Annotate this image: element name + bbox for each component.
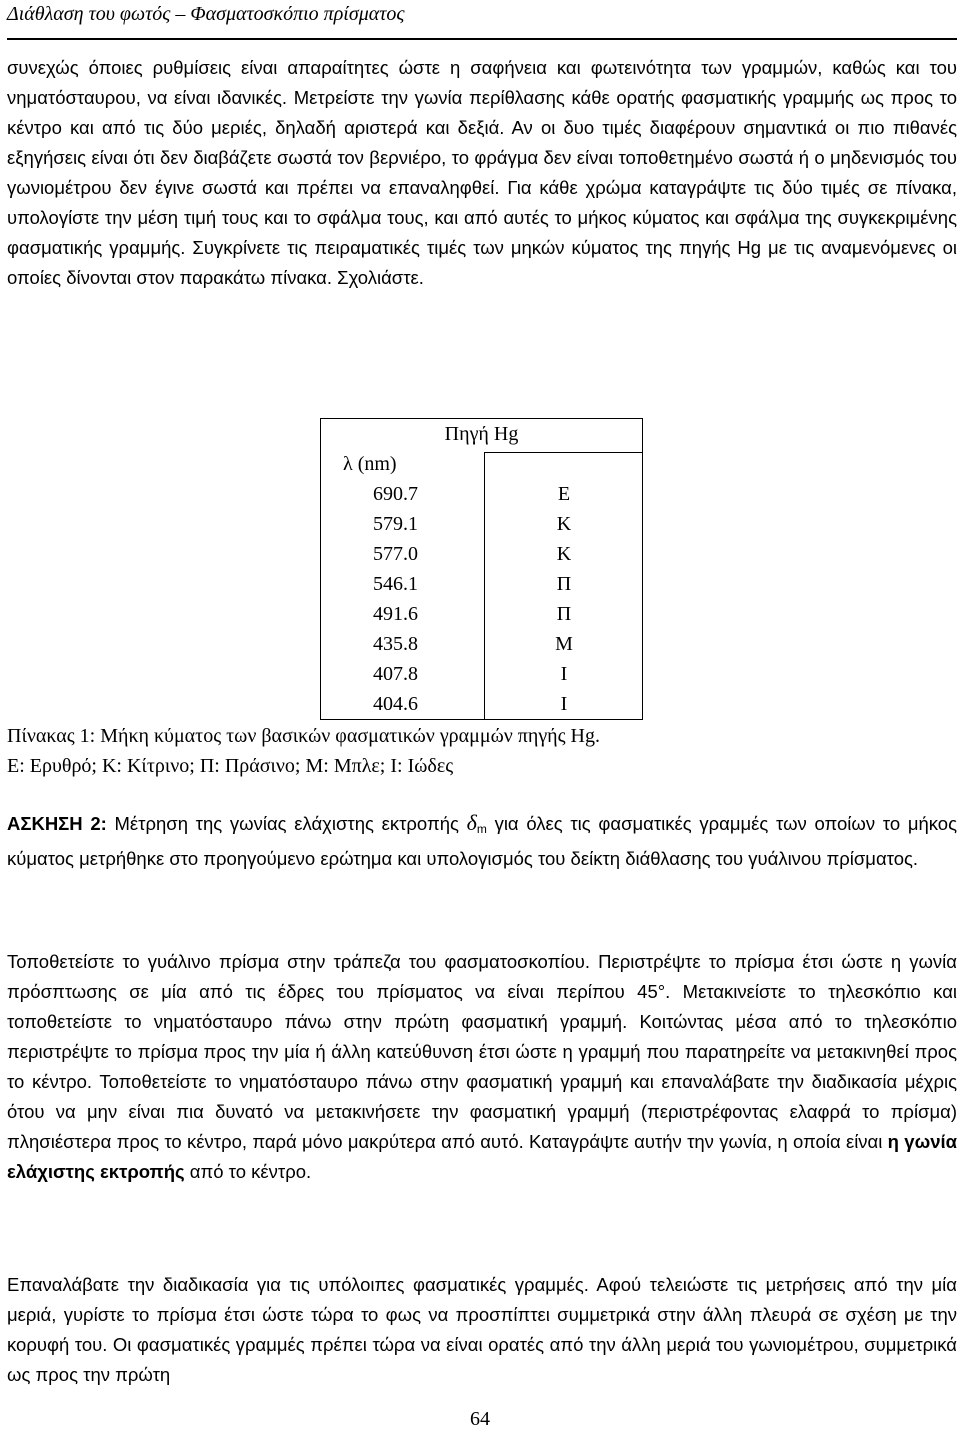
- procedure-bold-term: η γωνία ελάχιστης εκτροπής: [7, 1131, 957, 1182]
- table-row: [321, 509, 642, 539]
- procedure-text-after: από το κέντρο.: [184, 1161, 312, 1182]
- color-cell: Π: [556, 603, 572, 625]
- procedure-text-before: Τοποθετείστε το γυάλινο πρίσμα στην τράπεζα του φασματοσκοπίου. Περιστρέψτε το πρίσμα έτσι ώστε η γωνία πρόσπτωσης σε μία από τις έδρες του πρίσματος να είναι περίπου 45°. Μετακινείστε το τηλεσκόπιο και τοποθετείστε το νηματόσταυρο πάνω στην πρώτη φασματική γραμμή. Κοιτώντας μέσα από το τηλεσκόπιο περιστρέψτε το πρίσμα προς την μία ή άλλη κατεύθυνση έτσι ώστε η γραμμή που παρατηρείτε να μετακινηθεί προς το κέντρο. Τοποθετείστε το νηματόσταυρο πάνω στην φασματική γραμμή και επαναλάβατε την διαδικασία μέχρις ότου να μην είναι πια δυνατό να μετακινήσετε την φασματική γραμμή (περιστρέφοντας ελαφρά το πρίσμα) πλησιέστερα προς το κέντρο, παρά μόνο μακρύτερα από αυτό. Καταγράψτε αυτήν την γωνία, η οποία είναι: [7, 951, 957, 1152]
- procedure-paragraph: [7, 947, 957, 1187]
- color-cell: Κ: [556, 513, 572, 535]
- delta-subscript: m: [476, 822, 487, 836]
- running-header: Διάθλαση του φωτός – Φασματοσκόπιο πρίσματος: [7, 3, 405, 25]
- wavelength-cell: 435.8: [373, 633, 418, 655]
- table-row: [321, 659, 642, 689]
- delta-symbol: δ: [466, 810, 477, 835]
- color-cell: Ι: [560, 663, 568, 685]
- wavelength-cell: 579.1: [373, 513, 418, 535]
- wavelength-cell: 546.1: [373, 573, 418, 595]
- wavelength-cell: 491.6: [373, 603, 418, 625]
- mercury-spectrum-table: [320, 418, 643, 720]
- table-row: [321, 629, 642, 659]
- wavelength-cell: 404.6: [373, 693, 418, 715]
- exercise-statement: [7, 808, 957, 874]
- color-cell: Ε: [557, 483, 571, 505]
- header-divider: [7, 38, 957, 40]
- wavelength-cell: 577.0: [373, 543, 418, 565]
- wavelength-cell: 690.7: [373, 483, 418, 505]
- exercise-label: ΑΣΚΗΣΗ 2:: [7, 813, 107, 834]
- table-source-header: Πηγή Hg: [444, 423, 519, 445]
- color-cell: Π: [556, 573, 572, 595]
- intro-paragraph: συνεχώς όποιες ρυθμίσεις είναι απαραίτητες ώστε η σαφήνεια και φωτεινότητα των γραμμών, καθώς και του νηματόσταυρου, να είναι ιδανικές. Μετρείστε την γωνία περίθλασης κάθε ορατής φασματικής γραμμής ως προς το κέντρο και από τις δύο μεριές, δηλαδή αριστερά και δεξιά. Αν οι δυο τιμές διαφέρουν σημαντικά οι πιο πιθανές εξηγήσεις είναι ότι δεν διαβάζετε σωστά τον βερνιέρο, το φράγμα δεν είναι τοποθετημένο σωστά ή ο μηδενισμός του γωνιομέτρου δεν έγινε σωστά και πρέπει να επαναληφθεί. Για κάθε χρώμα καταγράψτε τις δύο τιμές σε πίνακα, υπολογίστε την μέση τιμή τους και το σφάλμα τους, και από αυτές το μήκος κύματος και σφάλμα της συγκεκριμένης φασματικής γραμμής. Συγκρίνετε τις πειραματικές τιμές των μηκών κύματος της πηγής Hg με τις αναμενόμενες οι οποίες δίνονται στον παρακάτω πίνακα. Σχολιάστε.: [7, 57, 957, 288]
- color-legend: Ε: Ερυθρό; Κ: Κίτρινο; Π: Πράσινο; Μ: Μπλε; Ι: Ιώδες: [7, 755, 454, 777]
- exercise-text-after: για όλες τις φασματικές γραμμές των οποίων το μήκος κύματος μετρήθηκε στο προηγούμενο ερώτημα και υπολογισμός του δείκτη διάθλασης του γυάλινου πρίσματος.: [7, 813, 958, 869]
- table-inner-rule: [484, 452, 643, 453]
- color-cell: Κ: [556, 543, 572, 565]
- repeat-paragraph: Επαναλάβατε την διαδικασία για τις υπόλοιπες φασματικές γραμμές. Αφού τελειώστε τις μετρήσεις από την μία μεριά, γυρίστε το πρίσμα έτσι ώστε τώρα το φως να προσπίπτει συμμετρικά στην άλλη πλευρά σε σχέση με την κορυφή του. Οι φασματικές γραμμές πρέπει τώρα να είναι ορατές από την άλλη μεριά του γωνιομέτρου, συμμετρικά ως προς την πρώτη: [7, 1274, 957, 1385]
- page-number: 64: [470, 1408, 490, 1430]
- table-row: [321, 599, 642, 629]
- wavelength-cell: 407.8: [373, 663, 418, 685]
- table-wavelength-header: λ (nm): [343, 453, 397, 475]
- table-row: [321, 569, 642, 599]
- color-cell: Μ: [555, 633, 573, 655]
- exercise-text-before: Μέτρηση της γωνίας ελάχιστης εκτροπής: [106, 813, 467, 834]
- table-row: [321, 539, 642, 569]
- table-row: [321, 689, 642, 719]
- color-cell: Ι: [560, 693, 568, 715]
- table-caption: Πίνακας 1: Μήκη κύματος των βασικών φασματικών γραμμών πηγής Hg.: [7, 725, 600, 747]
- table-row: [321, 479, 642, 509]
